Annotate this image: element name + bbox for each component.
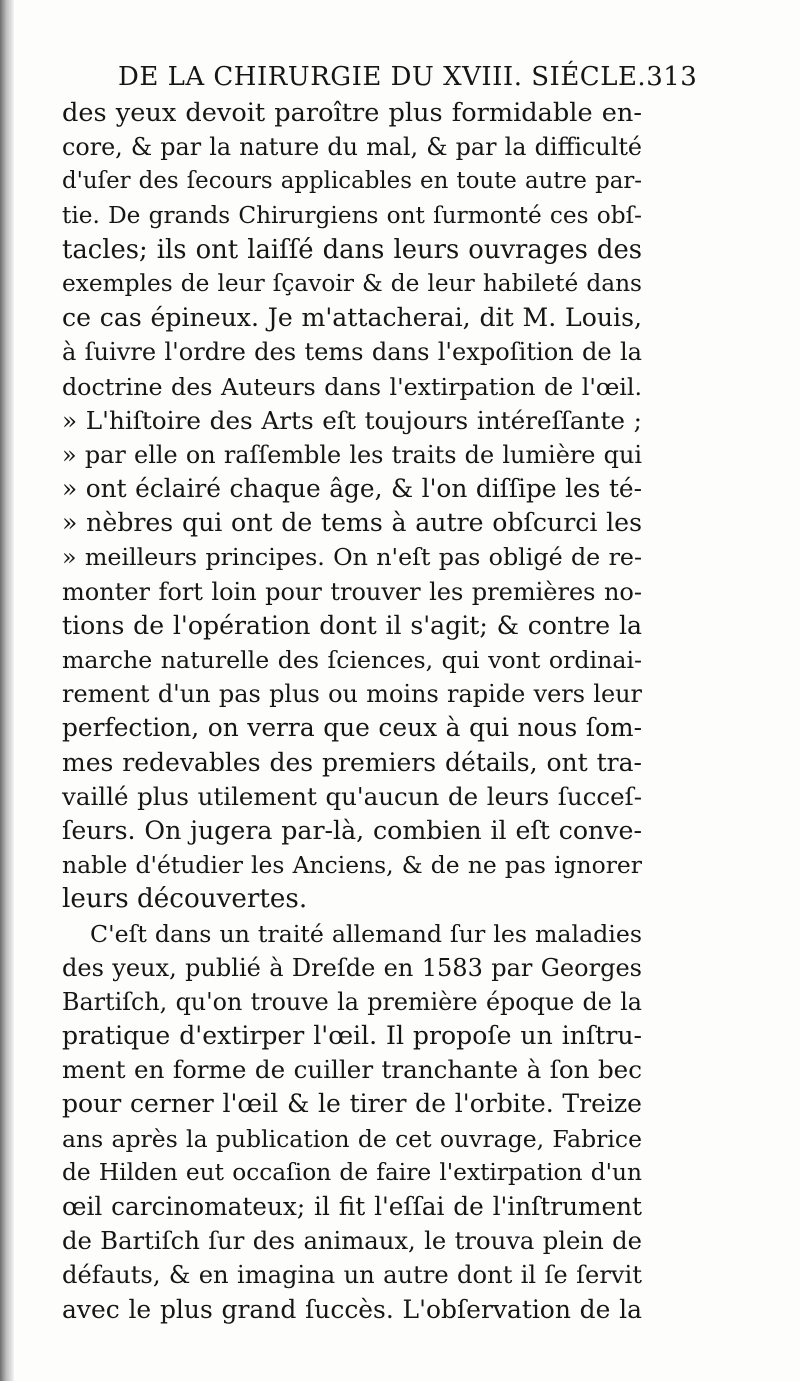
text-line: mes redevables des premiers détails, ont tra- [62, 747, 642, 777]
text-line: Bartiſch, qu'on trouve la première époque de la [62, 987, 642, 1016]
quote-line: » L'hiſtoire des Arts eſt toujours intéreſſante ; [62, 405, 642, 435]
text-line: à ſuivre l'ordre des tems dans l'expoſition de la [62, 338, 642, 367]
text-line: tacles; ils ont laiſſé dans leurs ouvrages des [62, 234, 642, 265]
page-gutter-shadow [0, 0, 14, 1381]
text-line: nable d'étudier les Anciens, & de ne pas ignorer [62, 851, 642, 880]
text-line: tions de l'opération dont il s'agit; & contre la [62, 610, 642, 640]
text-line: avec le plus grand ſuccès. L'obſervation de la [62, 1294, 642, 1324]
text-line: exemples de leur ſçavoir & de leur habileté dans [62, 269, 642, 297]
quote-line: » meilleurs principes. On n'eſt pas obligé de re- [62, 543, 642, 572]
text-line: monter fort loin pour trouver les premières no- [62, 577, 642, 606]
text-line: ment en forme de cuiller tranchante à ſon bec [62, 1055, 642, 1085]
running-title: DE LA CHIRURGIE DU XVIII. SIÉCLE. [118, 62, 647, 92]
text-line: rement d'un pas plus ou moins rapide vers leur [62, 680, 642, 709]
text-line: core, & par la nature du mal, & par la difficulté [62, 133, 642, 162]
quote-line: » par elle on raſſemble les traits de lumière qui [62, 440, 642, 469]
text-line: marche naturelle des ſciences, qui vont ordinai- [62, 646, 642, 674]
quote-line: » nèbres qui ont de tems à autre obſcurci les [62, 508, 642, 538]
text-line: d'uſer des ſecours applicables en toute autre par- [62, 168, 642, 195]
text-line: tie. De grands Chirurgiens ont ſurmonté ces obſ- [62, 201, 642, 229]
text-line: de Hilden eut occaſion de faire l'extirpation d'un [62, 1158, 642, 1186]
text-line: ce cas épineux. Je m'attacherai, dit M. Louis, [62, 303, 642, 333]
text-line: des yeux devoit paroître plus formidable en- [62, 98, 642, 128]
text-line: défauts, & en imagina un autre dont il ſe ſervit [62, 1261, 642, 1290]
text-line: œil carcinomateux; il fit l'eſſai de l'inſtrument [62, 1192, 642, 1221]
text-line: pratique d'extirper l'œil. Il propoſe un inſtru- [62, 1021, 642, 1051]
text-line: des yeux, publié à Dreſde en 1583 par Georges [62, 953, 642, 982]
page-number: 313 [646, 62, 698, 92]
text-line: ſeurs. On jugera par-là, combien il eſt conve- [62, 815, 642, 845]
text-line: vaillé plus utilement qu'aucun de leurs ſucceſ- [62, 781, 642, 811]
paragraph-start-line: C'eſt dans un traité allemand ſur les maladies [90, 919, 642, 948]
text-line: pour cerner l'œil & le tirer de l'orbite. Treize [62, 1089, 642, 1119]
page-header [118, 62, 698, 92]
text-line: ans après la publication de cet ouvrage, Fabrice [62, 1124, 642, 1153]
body-text [62, 96, 642, 1327]
quote-line: » ont éclairé chaque âge, & l'on diſſipe les té- [62, 474, 642, 504]
paragraph-end-line: leurs découvertes. [62, 884, 308, 915]
text-line: doctrine des Auteurs dans l'extirpation de l'œil. [62, 372, 642, 401]
text-line: perfection, on verra que ceux à qui nous ſom- [62, 713, 642, 743]
text-line: de Bartiſch ſur des animaux, le trouva plein de [62, 1226, 642, 1256]
